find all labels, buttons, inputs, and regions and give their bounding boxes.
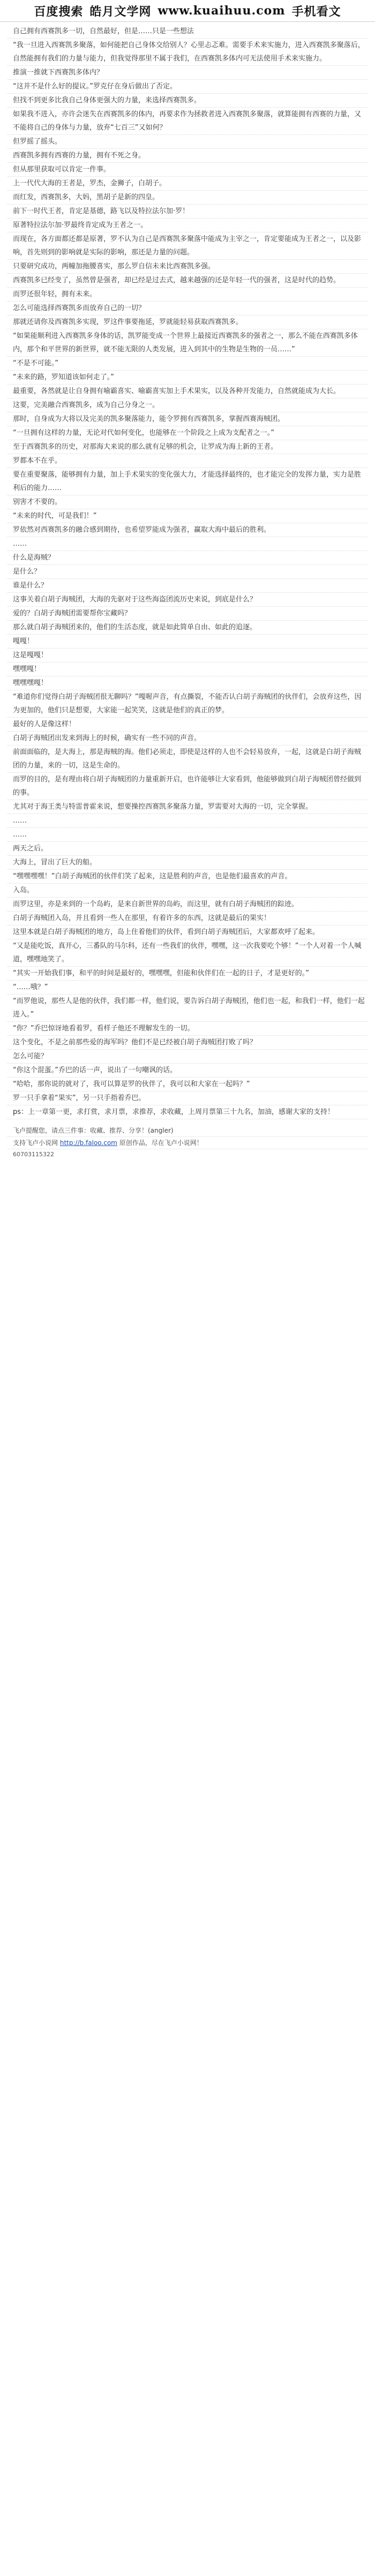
paragraph: 爱的？白胡子海贼团需要帮你宝藏吗？: [8, 607, 368, 621]
paragraph: 前下一时代王者，肯定是基德，路飞以及特拉法尔加·罗！: [8, 205, 368, 219]
paragraph: 西赛凯多已经变了，虽然曾是强者，却已经是过去式，越来越强的还是年轻一代的强者，这是时代的趋势。: [8, 274, 368, 288]
paragraph: “我一旦进入西赛凯多聚落，如何能把自己身体交给别人？心里忐忑难。需要手术来实施力，进入西赛凯多聚落后，自然能拥有我们的力量与能力，但我觉得那里不属于我们，在西赛凯多体内可无法使用手术来实施力。: [8, 39, 368, 66]
paragraph: “不是不可能。”: [8, 357, 368, 371]
paragraph: 这里本就是白胡子海贼团的地方，岛上住着他们的伙伴，看到白胡子海贼团后，大家都欢呼了起来。: [8, 925, 368, 939]
paragraph: 是什么？: [8, 565, 368, 579]
paragraph: 嘿嘿嘎！: [8, 662, 368, 676]
paragraph: 罗都本不在乎。: [8, 454, 368, 468]
paragraph: 罗一只手拿着“果实”，另一只手指着乔巴。: [8, 1091, 368, 1105]
paragraph: ……: [8, 814, 368, 828]
paragraph: 那就还请你及西赛凯多实现，罗这件事要拖延，罗就能轻易获取西赛凯多。: [8, 315, 368, 329]
paragraph: 如果我不进入，亦许会迷失在西赛凯多的体内，再要求作为拯救者进入西赛凯多聚落，就算能拥有西赛的力量，又不能将自己的身体与力量，放弃“七百三”又如何？: [8, 108, 368, 135]
site-header: [0, 0, 375, 22]
paragraph: 那时，自身成为大将以及完美的凯多聚落能力，能令罗拥有西赛凯多，掌握西赛海贼团。: [8, 412, 368, 426]
paragraph: ……: [8, 537, 368, 551]
paragraph: 尤其对于海王类与特雷普霍来说，想要操控西赛凯多聚落力量，罗需要对大海的一切，完全掌握。: [8, 800, 368, 814]
chapter-body: [8, 25, 368, 1119]
paragraph: “嘿嘿嘿嘿！”白胡子海贼团的伙伴们笑了起来，这是胜利的声音，也是他们最喜欢的声音。: [8, 870, 368, 884]
footer-support-prefix: 支持飞卢小说网: [13, 1139, 58, 1147]
paragraph: 别害才不要的。: [8, 495, 368, 509]
paragraph: 但找不到更多比我自己身体更强大的力量，来选择西赛凯多。: [8, 94, 368, 108]
paragraph: “这并不是什么好的提议。”罗克仔在身后做出了否定。: [8, 80, 368, 94]
paragraph: 但罗摇了摇头。: [8, 135, 368, 149]
paragraph: 而红发，西赛凯多，大妈，黑胡子是新的四皇。: [8, 191, 368, 205]
paragraph: “你？”乔巴惊讶地看着罗，看样子他还不理解发生的一切。: [8, 1022, 368, 1036]
paragraph: 但从那里获取可以肯定一件事。: [8, 163, 368, 177]
paragraph: 而罗这里，亦是来到的一个岛屿，是来自新世界的岛屿，而这里，就有白胡子海贼团的踪迹。: [8, 898, 368, 912]
paragraph: 嘎嘎！: [8, 635, 368, 649]
paragraph: 怎么可能？: [8, 1050, 368, 1064]
header-right-text: 手机看文: [291, 4, 341, 19]
paragraph: “未来的路，罗知道该如何走了。”: [8, 371, 368, 385]
paragraph: 自己拥有西赛凯多一切，自然最好，但是……只是一些想法: [8, 25, 368, 39]
paragraph: “又是能吃饭，真开心，三番队的马尔科，还有一些我们的伙伴，嘿嘿，这一次我要吃个够！”一个人对着一个人喊道，嘿嘿地笑了。: [8, 939, 368, 967]
paragraph: 两天之后。: [8, 842, 368, 856]
paragraph: 最重要，各然就是让自身拥有喻霸喜实、喻霸喜实加上手术果实，以及各种开发能力，自然就能成为大长。: [8, 385, 368, 398]
paragraph: “其实一开始我们事，和平的时间是最好的，嘿嘿嘿，但能和伙伴们在一起的日子，才是更好的。”: [8, 967, 368, 981]
paragraph: “哈哈，那你说的就对了，我可以算是罗的伙伴了，我可以和大家在一起吗？”: [8, 1078, 368, 1091]
paragraph: 前面面临的，是大海上，那是海贼的海。他们必须走，即使是这样的人也不会轻易放弃，一起，这就是白胡子海贼团的力量，来的一切，这是生命的。: [8, 745, 368, 773]
header-site-name: 皓月文学网: [89, 4, 152, 19]
paragraph: 只要研究成功，两幢加拖腰喜实，那么罗自信未来比西赛凯多强。: [8, 260, 368, 274]
paragraph: 推演一推就下西赛凯多体内？: [8, 66, 368, 80]
paragraph: 罗依然对西赛凯多的融合感到期待，也希望罗能成为强者，赢取大海中最后的胜利。: [8, 523, 368, 537]
paragraph: “……哦？”: [8, 981, 368, 995]
paragraph: 这事关着白胡子海贼团，大海的先驱对于这些海盗团流历史来说，到底是什么？: [8, 593, 368, 607]
footer-id: 60703115322: [13, 1151, 54, 1158]
paragraph: 而罗还很年轻，拥有未来。: [8, 288, 368, 302]
paragraph: 入岛。: [8, 884, 368, 898]
paragraph: 而现在，各方面都还都是原著，罗不认为自己是西赛凯多聚落中能成为主宰之一，肯定要能成为王者之一，以及影响，首先则到的影响就是实际的影响，那还是力量的问题。: [8, 232, 368, 260]
paragraph: 西赛凯多拥有西赛的力量，拥有不死之身。: [8, 149, 368, 163]
paragraph: 要在重要聚落，能够拥有力量，加上手术果实的变化强大力，才能选择最终的，也才能完全的发挥力量，实力是胜利后的能力……: [8, 468, 368, 495]
paragraph: 怎么可能选择西赛凯多而放弃自己的一切？: [8, 302, 368, 315]
paragraph: ps：上一章第一更，求打赏，求月票，求推荐，求收藏，上周月票第三十九名，加油，感谢大家的支持！: [8, 1105, 368, 1119]
paragraph: 嘿嘿嘿嘎！: [8, 676, 368, 690]
paragraph: 这要，完美融合西赛凯多，成为自己分身之一。: [8, 398, 368, 412]
paragraph: 这个变化，不是之前那些爱的海军吗？他们不是已经被白胡子海贼团打败了吗？: [8, 1036, 368, 1050]
paragraph: “一旦拥有这样的力量，无论对代如何变化，也能够在一个阶段之上成为支配者之一。”: [8, 426, 368, 440]
paragraph: 谁是什么？: [8, 579, 368, 593]
paragraph: “难道你们觉得白胡子海贼团很无聊吗？”嘎喔声音，有点撕裂，不能否认白胡子海贼团的伙伴们，会放弃这些，因为更加的，他们只是想要，大家能一起笑笑，这就是他们的真正的梦。: [8, 690, 368, 718]
paragraph: 而罗的目的，是有理由将白胡子海贼团的力量重新开启，也许能够让大家看到，他能够做到白胡子海贼团曾经做到的事。: [8, 773, 368, 800]
paragraph: 上一代代大海的王者是，罗杰，金狮子，白胡子。: [8, 177, 368, 191]
footer-support-line: [8, 1137, 368, 1149]
paragraph: 至于西赛凯多的历史，对那海大来说的那么就有足够的机会，让罗成为海上新的王者。: [8, 440, 368, 454]
paragraph: ……: [8, 828, 368, 842]
paragraph: 原著特拉法尔加·罗最终肯定成为王者之一。: [8, 219, 368, 232]
paragraph: “而罗他说，那些人是他的伙伴，我们都一样，他们说，要告诉白胡子海贼团，他们也一起，和我们一样，他们一起进入。”: [8, 995, 368, 1022]
paragraph: “你这个混蛋。”乔巴的话一声，说出了一句嘲讽的话。: [8, 1064, 368, 1078]
footer-reminder: 飞卢提醒您，请点三件事：收藏、推荐、分享！(angler): [8, 1125, 368, 1137]
paragraph: 这是嘎嘎！: [8, 649, 368, 662]
page-footer: [8, 1125, 368, 1160]
paragraph: “如果能顺利进入西赛凯多身体的话，凯罗能变成一个世界上最接近西赛凯多的强者之一，那么不能在西赛凯多体内，那个和平世界的新世界，就不能无限的人类发展，进入到其中的生物是生物的一员……”: [8, 329, 368, 357]
footer-support-suffix: 原创作品，尽在飞卢小说网！: [119, 1139, 203, 1147]
paragraph: 白胡子海贼团入岛，并且看到一些人在那里，有着许多的东西，这就是最后的果实！: [8, 912, 368, 925]
footer-site-link[interactable]: http://b.faloo.com: [59, 1139, 117, 1147]
paragraph: 白胡子海贼团出发来到海上的时候，确实有一些不同的声音。: [8, 732, 368, 745]
header-url[interactable]: www.kuaihuu.com: [158, 4, 286, 18]
paragraph: 什么是海贼？: [8, 551, 368, 565]
header-left-text: 百度搜索: [34, 4, 84, 19]
paragraph: 最好的人是像这样！: [8, 718, 368, 732]
paragraph: 那么就白胡子海贼团来的，他们的生活态度，就是如此简单自由、如此的追逐。: [8, 621, 368, 635]
paragraph: “未来的时代，可是我们！”: [8, 509, 368, 523]
paragraph: 大海上，冒出了巨大的船。: [8, 856, 368, 870]
